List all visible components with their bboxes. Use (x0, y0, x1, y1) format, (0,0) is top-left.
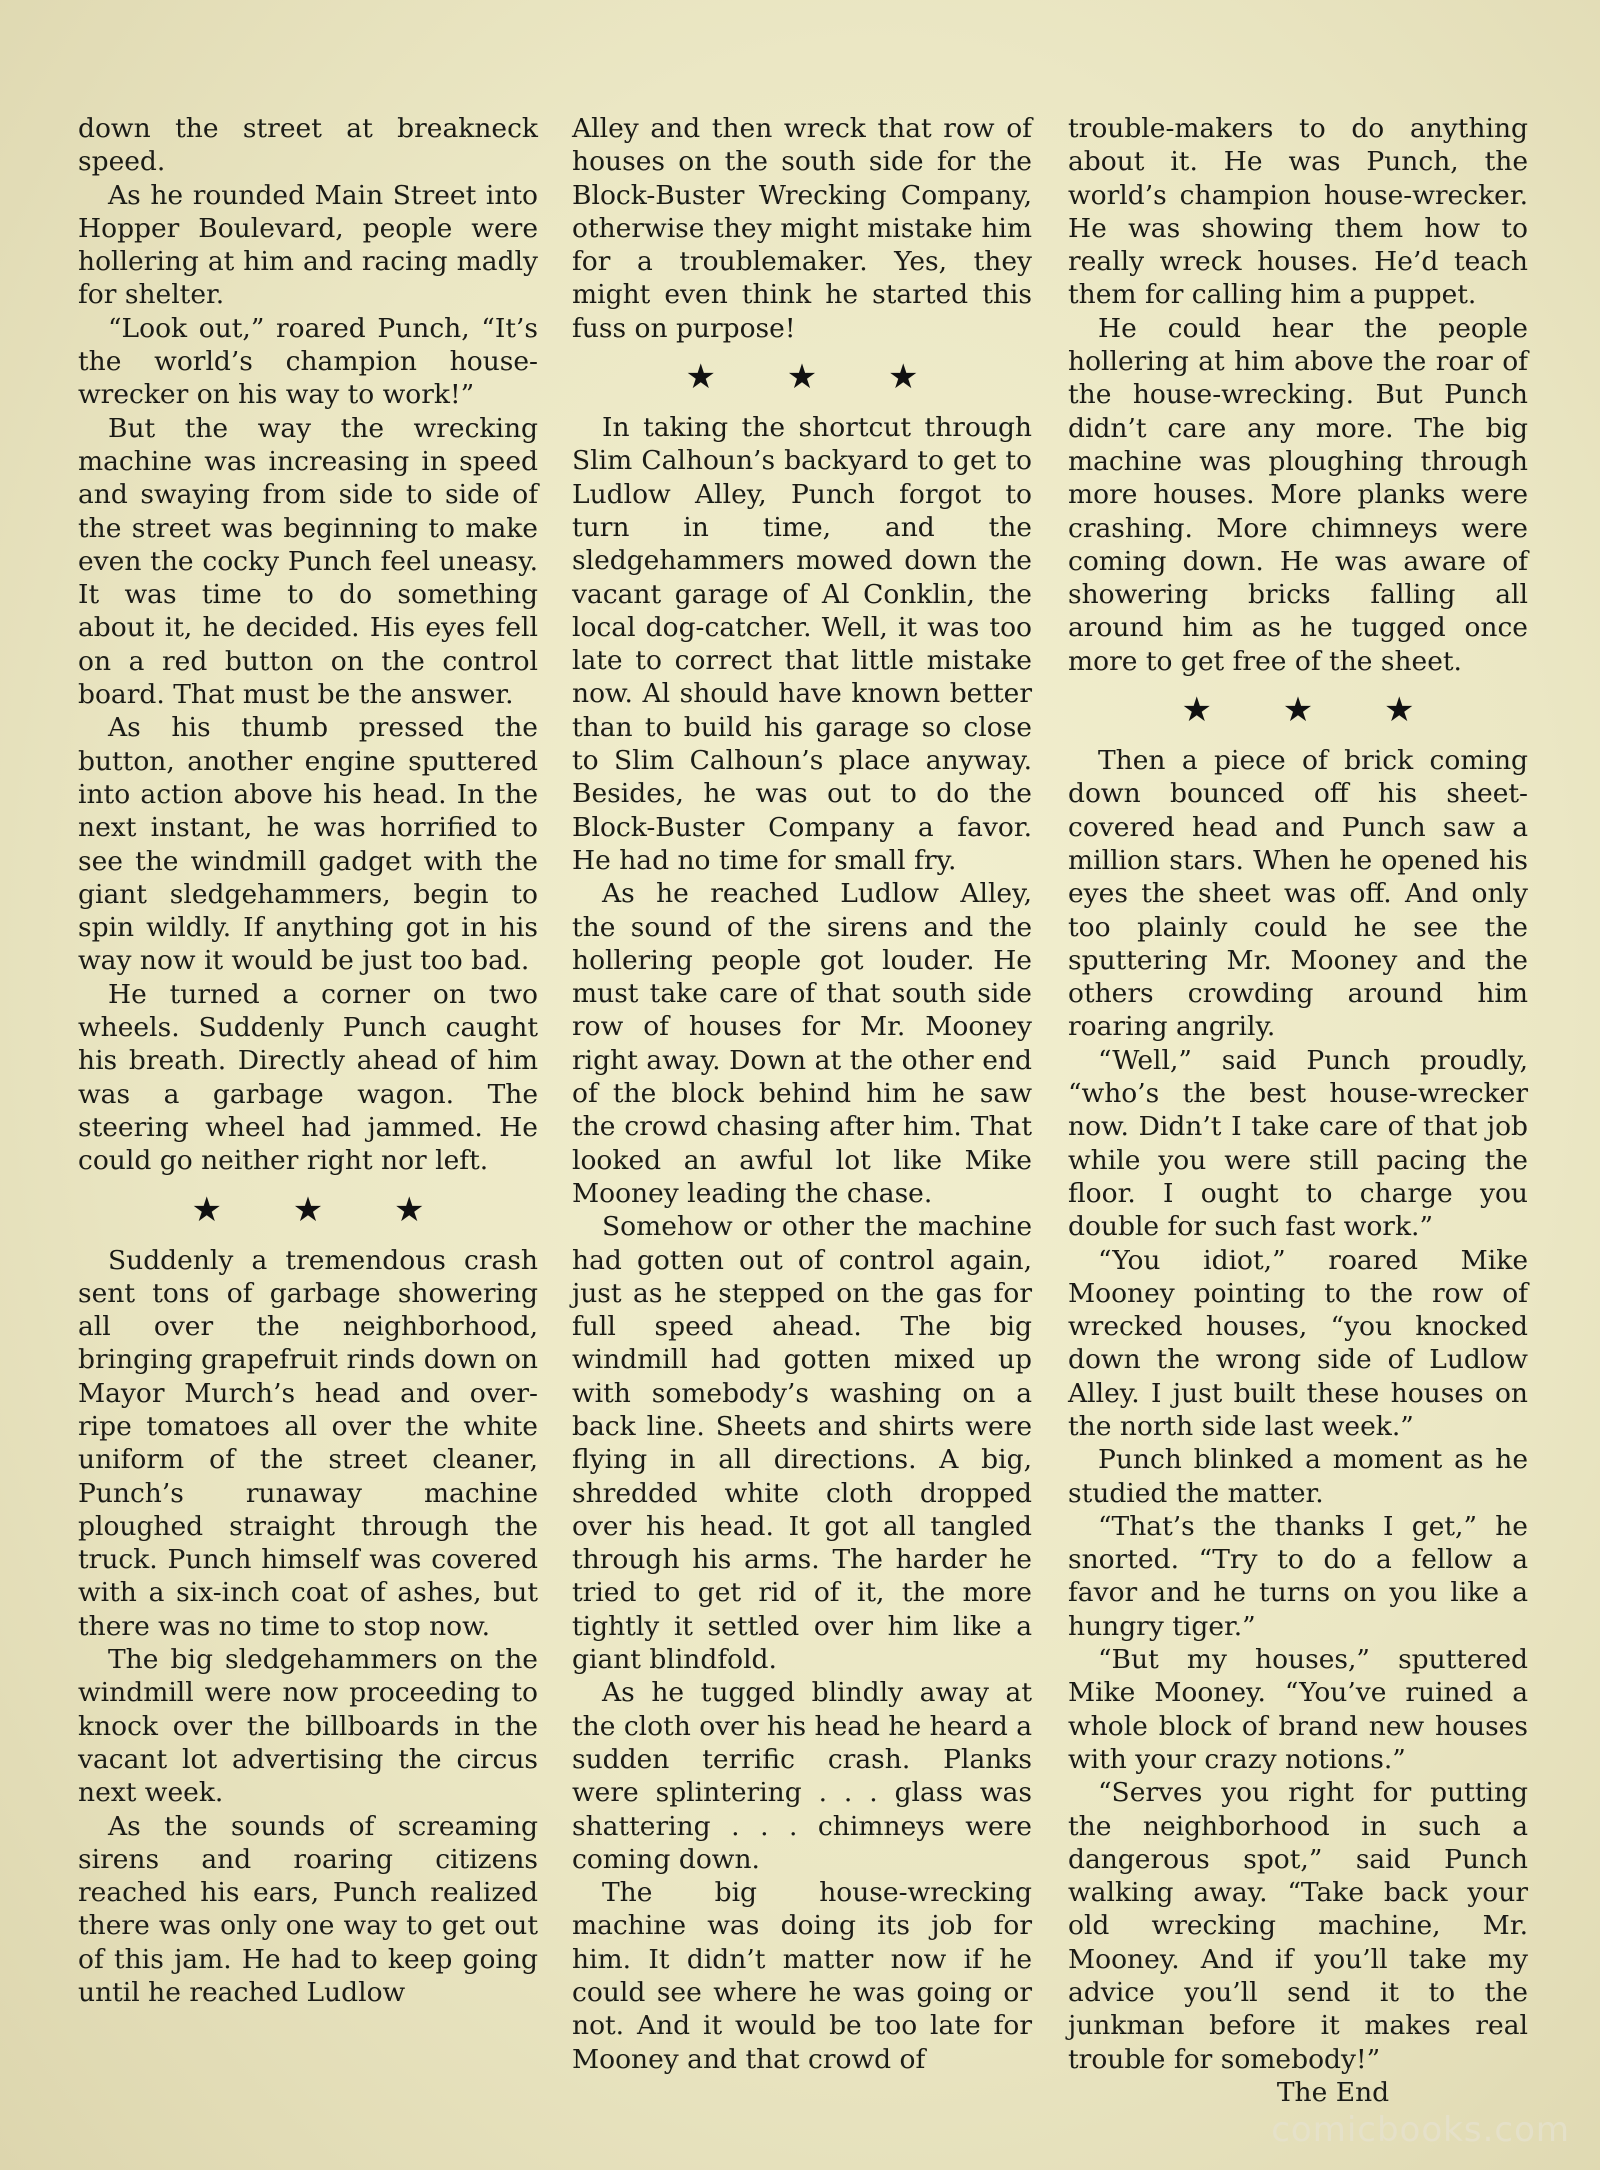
paragraph: As his thumb pressed the button, another engine sputtered into action above his head. In the next instant, he was horrified to see the windmill gadget with the giant sledgehammers, begin to spin wildly. If anything got in his way now it would be just too bad. (78, 712, 538, 977)
paragraph: Alley and then wreck that row of houses on the south side for the Block-Buster Wrecking Company, otherwise they might mistake him for a troublemaker. Yes, they might even think he started this fuss on purpose! (572, 113, 1032, 344)
paragraph: As he rounded Main Street into Hopper Boulevard, people were hollering at him and racing madly for shelter. (78, 179, 538, 311)
section-separator-stars: ★ ★ ★ (191, 1189, 455, 1230)
paragraph: “But my houses,” sputtered Mike Mooney. “You’ve ruined a whole block of brand new houses with your crazy notions.” (1068, 1644, 1528, 1775)
paragraph: Somehow or other the machine had gotten out of control again, just as he stepped on the gas for full speed ahead. The big windmill had gotten mixed up with somebody’s washing on a back line. Sheets and shirts were flying in all directions. A big, shredded white cloth dropped over his head. It got all tangled through his arms. The harder he tried to get rid of it, the more tightly it settled over him like a giant blindfold. (572, 1211, 1032, 1676)
paragraph: Then a piece of brick coming down bounced off his sheet-covered head and Punch saw a million stars. When he opened his eyes the sheet was off. And only too plainly could he see the sputtering Mr. Mooney and the others crowding around him roaring angrily. (1068, 745, 1528, 1043)
paragraph: But the way the wrecking machine was increasing in speed and swaying from side to side of the street was beginning to make even the cocky Punch feel uneasy. It was time to do something about it, he decided. His eyes fell on a red button on the control board. That must be the answer. (78, 412, 538, 711)
section-separator-stars: ★ ★ ★ (1181, 690, 1445, 731)
paragraph: “Well,” said Punch proudly, “who’s the best house-wrecker now. Didn’t I take care of that job while you were still pacing the floor. I ought to charge you double for such fast work.” (1068, 1044, 1528, 1243)
section-separator-stars: ★ ★ ★ (685, 357, 949, 398)
paragraph: He could hear the people hollering at him above the roar of the house-wrecking. But Punch didn’t care any more. The big machine was ploughing through more houses. More planks were crashing. More chimneys were coming down. He was aware of showering bricks falling all around him as he tugged once more to get free of the sheet. (1068, 312, 1528, 677)
paragraph: Punch blinked a moment as he studied the matter. (1068, 1444, 1528, 1509)
paragraph: As he tugged blindly away at the cloth over his head he heard a sudden terrific crash. Planks were splintering . . . glass was shattering . . . chimneys were coming down. (572, 1677, 1033, 1875)
paragraph: In taking the shortcut through Slim Calhoun’s backyard to get to Ludlow Alley, Punch forgot to turn in time, and the sledgehammers mowed down the vacant garage of Al Conklin, the local dog-catcher. Well, it was too late to correct that little mistake now. Al should have known better than to build his garage so close to Slim Calhoun’s place anyway. Besides, he was out to do the Block-Buster Company a favor. He had no time for small fry. (572, 412, 1032, 876)
paragraph: “Serves you right for putting the neighborhood in such a dangerous spot,” said Punch walking away. “Take back your old wrecking machine, Mr. Mooney. And if you’ll take my advice you’ll send it to the junkman before it makes real trouble for somebody!” (1068, 1777, 1528, 2075)
story-ending: The End (1276, 2076, 1390, 2108)
text-column-1 (78, 112, 538, 2009)
paragraph: Suddenly a tremendous crash sent tons of garbage showering all over the neighborhood, bringing grapefruit rinds down on Mayor Murch’s head and over-ripe tomatoes all over the white uniform of the street cleaner, Punch’s runaway machine ploughed straight through the truck. Punch himself was covered with a six-inch coat of ashes, but there was no time to stop now. (78, 1244, 538, 1642)
paragraph: “You idiot,” roared Mike Mooney pointing to the row of wrecked houses, “you knocked down the wrong side of Ludlow Alley. I just built these houses on the north side last week.” (1068, 1244, 1528, 1442)
paragraph: As the sounds of screaming sirens and roaring citizens reached his ears, Punch realized there was only one way to get out of this jam. He had to keep going until he reached Ludlow (78, 1810, 538, 2009)
paragraph: As he reached Ludlow Alley, the sound of the sirens and the hollering people got louder. He must take care of that south side row of houses for Mr. Mooney right away. Down at the other end of the block behind him he saw the crowd chasing after him. That looked an awful lot like Mike Mooney leading the chase. (572, 878, 1032, 1209)
site-watermark: comicbooks.com (1271, 2110, 1570, 2150)
text-column-2 (572, 112, 1032, 2076)
paragraph: “Look out,” roared Punch, “It’s the world’s champion house-wrecker on his way to work!” (78, 312, 538, 411)
paragraph: The big sledgehammers on the windmill were now proceeding to knock over the billboards in the vacant lot advertising the circus next week. (78, 1644, 538, 1809)
text-column-3 (1068, 112, 1528, 2109)
paragraph: The big house-wrecking machine was doing its job for him. It didn’t matter now if he could see where he was going or not. And it would be too late for Mooney and that crowd of (572, 1877, 1032, 2075)
paragraph: He turned a corner on two wheels. Suddenly Punch caught his breath. Directly ahead of him was a garbage wagon. The steering wheel had jammed. He could go neither right nor left. (78, 978, 538, 1177)
paragraph: “That’s the thanks I get,” he snorted. “Try to do a fellow a favor and he turns on you like a hungry tiger.” (1068, 1510, 1528, 1642)
paragraph: down the street at breakneck speed. (78, 113, 538, 178)
paragraph: trouble-makers to do anything about it. He was Punch, the world’s champion house-wrecker. He was showing them how to really wreck houses. He’d teach them for calling him a puppet. (1068, 113, 1528, 311)
